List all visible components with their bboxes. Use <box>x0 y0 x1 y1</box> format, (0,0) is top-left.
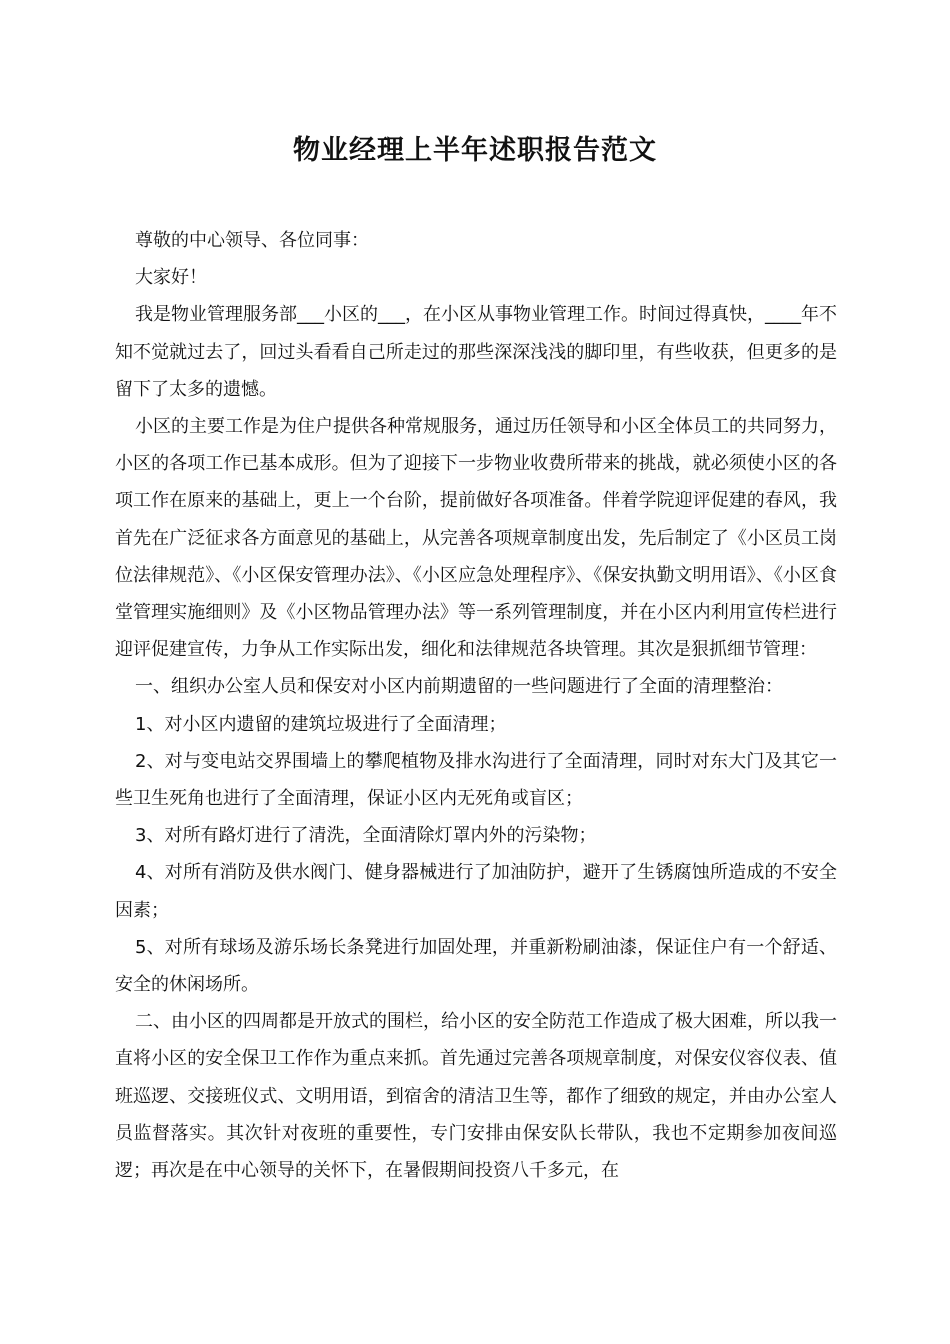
list-item-3: 3、对所有路灯进行了清洗，全面清除灯罩内外的污染物； <box>135 825 597 847</box>
list-item-2: 2、对与变电站交界围墙上的攀爬植物及排水沟进行了全面清理，同时对东大门及其它一些卫生死角也进行了全面清理，保证小区内无死角或盲区； <box>115 750 837 810</box>
main-work-paragraph: 小区的主要工作是为住户提供各种常规服务，通过历任领导和小区全体员工的共同努力，小区的各项工作已基本成形。但为了迎接下一步物业收费所带来的挑战，就必须使小区的各项工作在原来的基础上，更上一个台阶，提前做好各项准备。伴着学院迎评促建的春风，我首先在广泛征求各方面意见的基础上，从完善各项规章制度出发，先后制定了《小区员工岗位法律规范》、《小区保安管理办法》、《小区应急处理程序》、《保安执勤文明用语》、《小区食堂管理实施细则》及《小区物品管理办法》等一系列管理制度，并在小区内利用宣传栏进行迎评促建宣传，力争从工作实际出发，细化和法律规范各块管理。其次是狠抓细节管理： <box>115 416 837 661</box>
document-body <box>115 222 837 1189</box>
list-item-5: 5、对所有球场及游乐场长条凳进行加固处理，并重新粉刷油漆，保证住户有一个舒适、安全的休闲场所。 <box>115 936 837 996</box>
greeting-paragraph: 尊敬的中心领导、各位同事： <box>135 230 369 251</box>
list-item-1: 1、对小区内遗留的建筑垃圾进行了全面清理； <box>135 713 507 735</box>
list-item-4: 4、对所有消防及供水阀门、健身器械进行了加油防护，避开了生锈腐蚀所造成的不安全因素； <box>115 862 837 921</box>
section-two-paragraph: 二、由小区的四周都是开放式的围栏，给小区的安全防范工作造成了极大困难，所以我一直将小区的安全保卫工作作为重点来抓。首先通过完善各项规章制度，对保安仪容仪表、值班巡逻、交接班仪式、文明用语，到宿舍的清洁卫生等，都作了细致的规定，并由办公室人员监督落实。其次针对夜班的重要性，专门安排由保安队长带队，我也不定期参加夜间巡逻；再次是在中心领导的关怀下，在暑假期间投资八千多元，在 <box>115 1011 837 1182</box>
intro-paragraph: 我是物业管理服务部___小区的___，在小区从事物业管理工作。时间过得真快，____年不知不觉就过去了，回过头看看自己所走过的那些深深浅浅的脚印里，有些收获，但更多的是留下了太多的遗憾。 <box>115 304 837 400</box>
salutation-paragraph: 大家好！ <box>135 267 207 289</box>
document-title: 物业经理上半年述职报告范文 <box>293 135 657 166</box>
section-one-heading: 一、组织办公室人员和保安对小区内前期遗留的一些问题进行了全面的清理整治： <box>135 676 783 698</box>
